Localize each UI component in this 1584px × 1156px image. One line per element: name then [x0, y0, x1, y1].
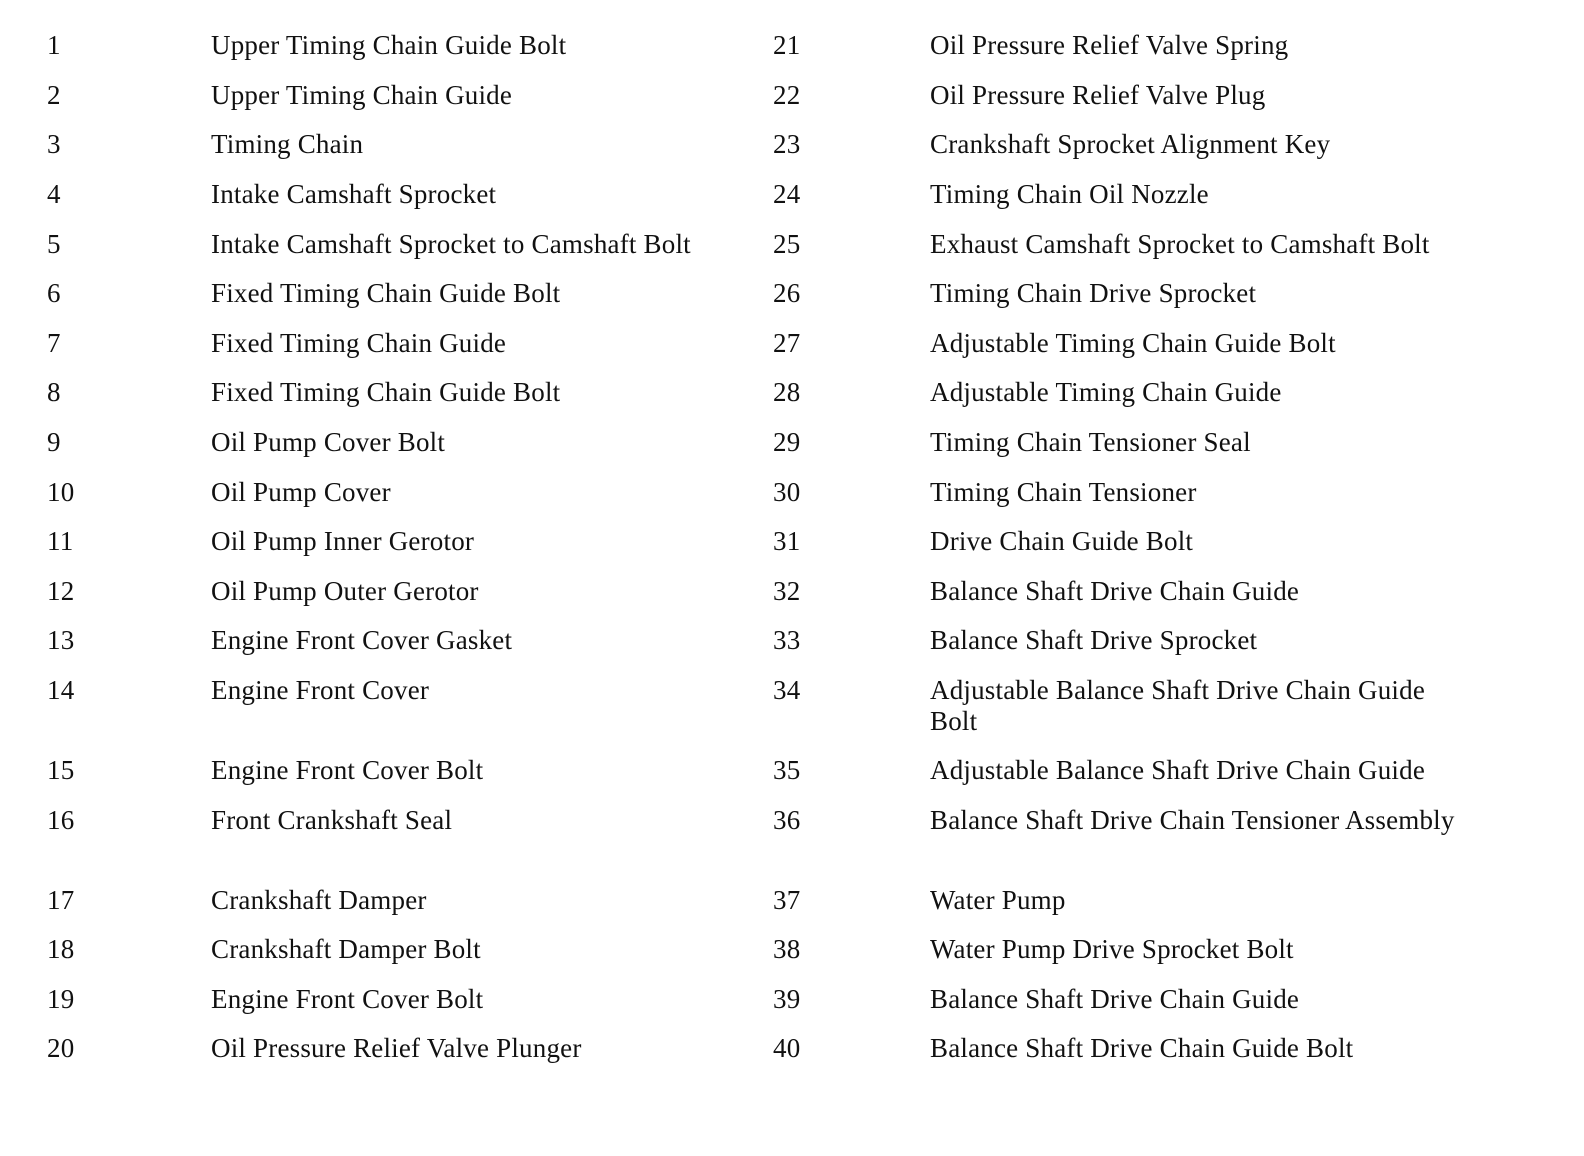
part-name: Oil Pump Inner Gerotor: [211, 526, 475, 556]
part-number: 27: [773, 328, 801, 358]
part-name: Timing Chain Tensioner: [930, 477, 1197, 507]
part-name: Water Pump: [930, 885, 1066, 915]
part-number: 33: [773, 625, 801, 655]
part-name: Upper Timing Chain Guide Bolt: [211, 30, 567, 60]
part-number: 28: [773, 377, 801, 407]
part-number: 32: [773, 576, 801, 606]
part-number: 1: [47, 30, 61, 60]
part-number: 21: [773, 30, 801, 60]
part-name: Crankshaft Damper: [211, 885, 427, 915]
part-number: 19: [47, 984, 75, 1014]
part-name: Timing Chain Tensioner Seal: [930, 427, 1251, 457]
part-name: Balance Shaft Drive Chain Guide Bolt: [930, 1033, 1354, 1063]
part-name: Adjustable Timing Chain Guide Bolt: [930, 328, 1336, 358]
part-name: Intake Camshaft Sprocket to Camshaft Bolt: [211, 229, 691, 259]
part-number: 4: [47, 179, 61, 209]
part-number: 12: [47, 576, 75, 606]
part-number: 20: [47, 1033, 75, 1063]
part-name: Oil Pressure Relief Valve Spring: [930, 30, 1289, 60]
part-name: Oil Pump Outer Gerotor: [211, 576, 479, 606]
part-number: 10: [47, 477, 75, 507]
part-name: Fixed Timing Chain Guide Bolt: [211, 377, 561, 407]
part-number: 11: [47, 526, 74, 556]
part-name: Water Pump Drive Sprocket Bolt: [930, 934, 1294, 964]
part-number: 34: [773, 675, 801, 705]
part-name: Adjustable Balance Shaft Drive Chain Guide Bolt: [930, 675, 1426, 736]
part-name: Front Crankshaft Seal: [211, 805, 453, 835]
part-number: 29: [773, 427, 801, 457]
part-number: 8: [47, 377, 61, 407]
part-name: Balance Shaft Drive Sprocket: [930, 625, 1258, 655]
part-name: Balance Shaft Drive Chain Guide: [930, 576, 1300, 606]
part-number: 13: [47, 625, 75, 655]
part-name: Exhaust Camshaft Sprocket to Camshaft Bolt: [930, 229, 1430, 259]
part-number: 31: [773, 526, 801, 556]
part-number: 24: [773, 179, 801, 209]
part-name: Adjustable Balance Shaft Drive Chain Guide: [930, 755, 1426, 785]
part-number: 2: [47, 80, 61, 110]
part-name: Timing Chain Oil Nozzle: [930, 179, 1209, 209]
part-name: Adjustable Timing Chain Guide: [930, 377, 1282, 407]
part-name: Timing Chain Drive Sprocket: [930, 278, 1257, 308]
part-name: Crankshaft Damper Bolt: [211, 934, 481, 964]
part-number: 16: [47, 805, 75, 835]
part-number: 23: [773, 129, 801, 159]
part-name: Engine Front Cover Bolt: [211, 755, 484, 785]
part-name: Crankshaft Sprocket Alignment Key: [930, 129, 1331, 159]
part-number: 17: [47, 885, 75, 915]
part-name: Drive Chain Guide Bolt: [930, 526, 1194, 556]
part-name: Balance Shaft Drive Chain Tensioner Assembly: [930, 805, 1455, 835]
part-number: 26: [773, 278, 801, 308]
part-number: 35: [773, 755, 801, 785]
part-name: Intake Camshaft Sprocket: [211, 179, 497, 209]
part-number: 14: [47, 675, 75, 705]
part-number: 15: [47, 755, 75, 785]
part-number: 37: [773, 885, 801, 915]
part-number: 36: [773, 805, 801, 835]
part-name: Fixed Timing Chain Guide Bolt: [211, 278, 561, 308]
part-name: Oil Pump Cover: [211, 477, 391, 507]
part-name: Engine Front Cover Bolt: [211, 984, 484, 1014]
part-name: Fixed Timing Chain Guide: [211, 328, 507, 358]
part-number: 22: [773, 80, 801, 110]
part-number: 6: [47, 278, 61, 308]
part-number: 25: [773, 229, 801, 259]
part-number: 18: [47, 934, 75, 964]
part-name: Upper Timing Chain Guide: [211, 80, 513, 110]
part-name: Oil Pressure Relief Valve Plug: [930, 80, 1266, 110]
part-number: 3: [47, 129, 61, 159]
part-name: Oil Pump Cover Bolt: [211, 427, 446, 457]
part-name: Oil Pressure Relief Valve Plunger: [211, 1033, 582, 1063]
part-number: 30: [773, 477, 801, 507]
part-name: Timing Chain: [211, 129, 364, 159]
part-number: 39: [773, 984, 801, 1014]
part-number: 5: [47, 229, 61, 259]
part-number: 7: [47, 328, 61, 358]
part-number: 38: [773, 934, 801, 964]
part-number: 40: [773, 1033, 801, 1063]
part-number: 9: [47, 427, 61, 457]
part-name: Balance Shaft Drive Chain Guide: [930, 984, 1300, 1014]
part-name: Engine Front Cover Gasket: [211, 625, 513, 655]
part-name: Engine Front Cover: [211, 675, 430, 705]
